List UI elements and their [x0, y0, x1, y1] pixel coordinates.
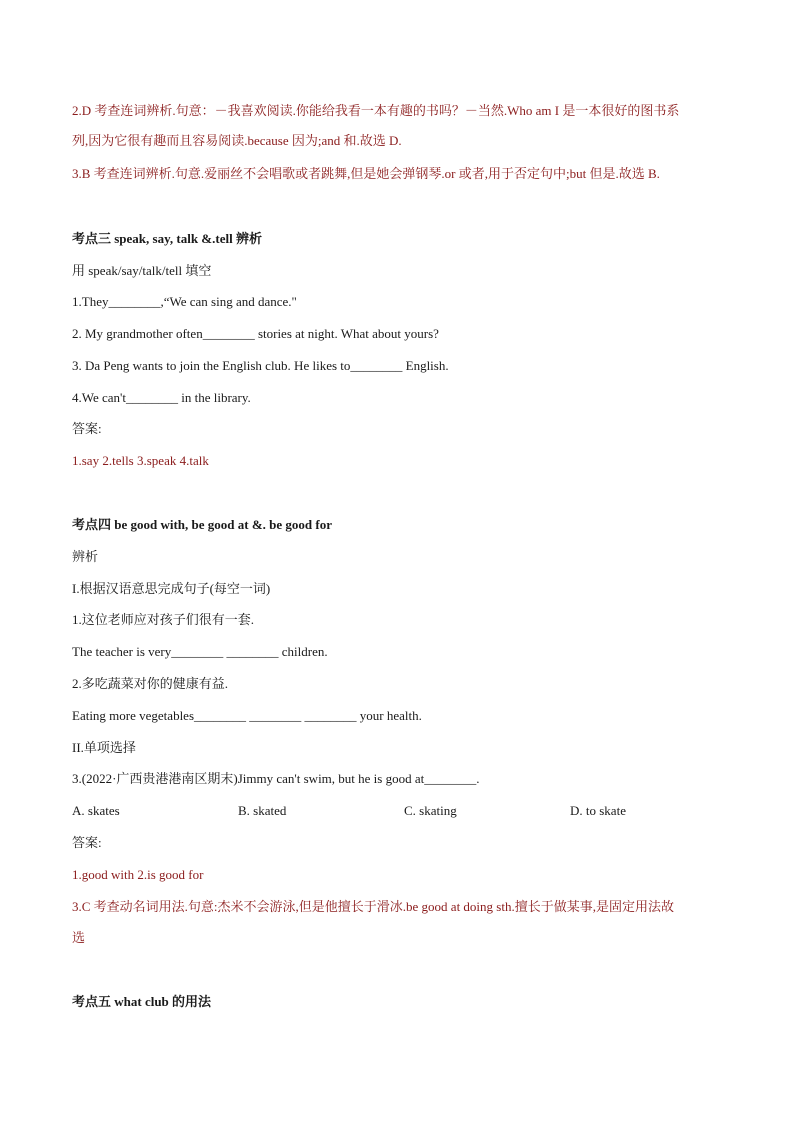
section4-explanation-line2: 选	[72, 930, 86, 945]
section3-question-1: 1.They________,“We can sing and dance."	[72, 294, 297, 309]
section3-heading: 考点三 speak, say, talk &.tell 辨析	[72, 231, 262, 246]
section4-question-1-cn: 1.这位老师应对孩子们很有一套.	[72, 612, 255, 627]
section3-instruction: 用 speak/say/talk/tell 填空	[72, 263, 212, 278]
answer-2-line2: 列,因为它很有趣而且容易阅读.because 因为;and 和.故选 D.	[72, 133, 402, 148]
section5-heading: 考点五 what club 的用法	[72, 994, 212, 1009]
section3-question-2: 2. My grandmother often________ stories at night. What about yours?	[72, 326, 439, 341]
section3-question-3: 3. Da Peng wants to join the English club. He likes to________ English.	[72, 358, 449, 373]
section4-question-3: 3.(2022·广西贵港港南区期末)Jimmy can't swim, but he is good at________.	[72, 771, 480, 786]
section4-subheading: 辨析	[72, 549, 99, 564]
section3-answers: 1.say 2.tells 3.speak 4.talk	[72, 453, 209, 468]
option-a: A. skates	[72, 803, 120, 818]
section3-question-4: 4.We can't________ in the library.	[72, 390, 251, 405]
option-b: B. skated	[238, 803, 287, 818]
answer-3: 3.B 考查连词辨析.句意.爱丽丝不会唱歌或者跳舞,但是她会弹钢琴.or 或者,用于否定句中;but 但是.故选 B.	[72, 166, 660, 181]
section4-explanation-line1: 3.C 考查动名词用法.句意:杰米不会游泳,但是他擅长于滑冰.be good at doing sth.擅长于做某事,是固定用法故	[72, 899, 674, 914]
section4-answers: 1.good with 2.is good for	[72, 867, 204, 882]
section4-part1-title: I.根据汉语意思完成句子(每空一词)	[72, 581, 271, 596]
section4-part2-title: II.单项选择	[72, 740, 136, 755]
section4-question-1-en: The teacher is very________ ________ children.	[72, 644, 328, 659]
option-c: C. skating	[404, 803, 457, 818]
section4-question-2-cn: 2.多吃蔬菜对你的健康有益.	[72, 676, 229, 691]
answer-2-line1: 2.D 考查连词辨析.句意：－我喜欢阅读.你能给我看一本有趣的书吗？－当然.Who am I 是一本很好的图书系	[72, 103, 680, 118]
section4-heading: 考点四 be good with, be good at &. be good for	[72, 517, 333, 532]
section4-answer-label: 答案:	[72, 835, 102, 850]
section4-question-2-en: Eating more vegetables________ ________ ________ your health.	[72, 708, 422, 723]
option-d: D. to skate	[570, 803, 626, 818]
section3-answer-label: 答案:	[72, 421, 102, 436]
